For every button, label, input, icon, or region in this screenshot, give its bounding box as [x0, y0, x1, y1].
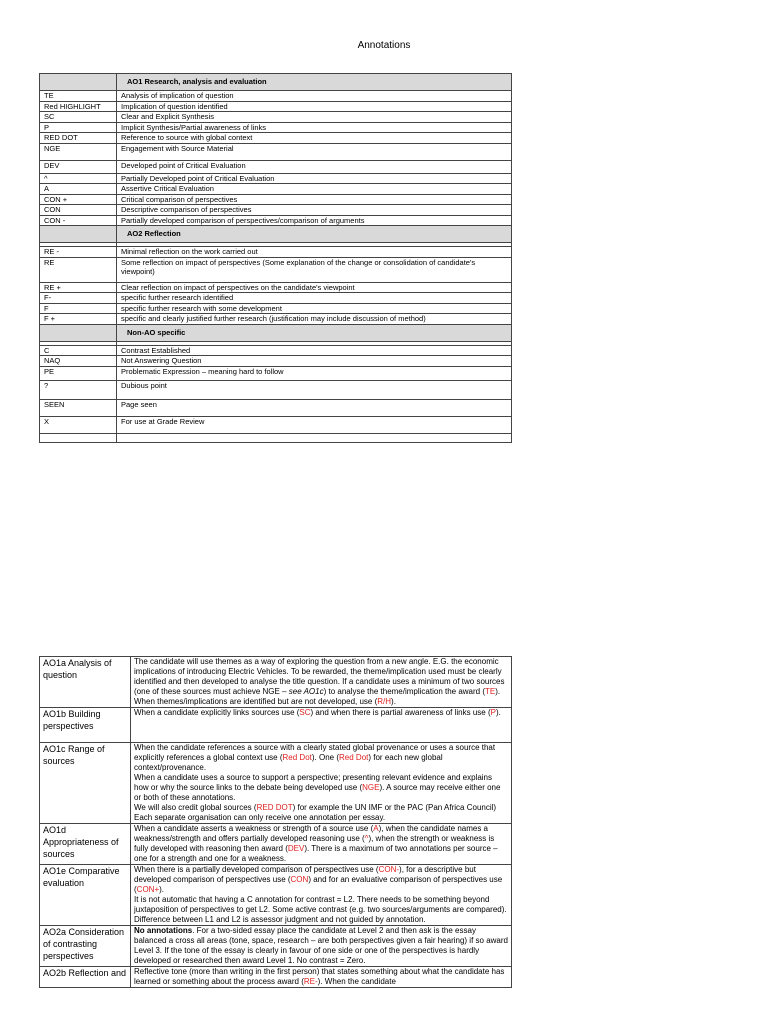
table-row [40, 122, 512, 133]
criterion-label: AO1a Analysis of question [40, 657, 131, 708]
criterion-description: Reflective tone (more than writing in the first person) that states something about what the candidate has learned or something about the process award (RE-). When the candidate [131, 967, 512, 988]
table-row [40, 865, 512, 926]
table-row [40, 743, 512, 824]
section-heading: Non-AO specific [117, 324, 512, 341]
table-row [40, 380, 512, 399]
table-row [40, 247, 512, 258]
table-row [40, 824, 512, 865]
annotation-description: Engagement with Source Material [117, 143, 512, 160]
page-title: Annotations [357, 40, 411, 51]
annotation-description: Assertive Critical Evaluation [117, 184, 512, 195]
table-row [40, 366, 512, 380]
table-row [40, 282, 512, 293]
table-row [40, 184, 512, 195]
annotation-description: Not Answering Question [117, 356, 512, 367]
annotation-description: Analysis of implication of question [117, 91, 512, 102]
table-row [40, 399, 512, 416]
table-row [40, 91, 512, 102]
table-row [40, 345, 512, 356]
annotation-description: Page seen [117, 399, 512, 416]
criterion-label: AO2a Consideration of contrasting perspectives [40, 926, 131, 967]
annotation-description: Partially Developed point of Critical Evaluation [117, 173, 512, 184]
table-row [40, 293, 512, 304]
annotation-description: Implication of question identified [117, 101, 512, 112]
criterion-description: When a candidate asserts a weakness or strength of a source use (A), when the candidate names a weakness/strength and offers partially developed reasoning use (^), when the strength or weakness is fully developed with reasoning then award (DEV). There is a maximum of two annotations per source – one for a strength and one for a weakness. [131, 824, 512, 865]
annotation-code: PE [40, 366, 117, 380]
section-heading-row [40, 226, 512, 243]
criterion-label: AO1d Appropriateness of sources [40, 824, 131, 865]
annotation-description: Dubious point [117, 380, 512, 399]
table-row [40, 257, 512, 282]
annotation-code: X [40, 416, 117, 433]
annotation-code: P [40, 122, 117, 133]
table-row [40, 205, 512, 216]
annotation-code: C [40, 345, 117, 356]
section-heading-row [40, 324, 512, 341]
table-row [40, 356, 512, 367]
criterion-label: AO2b Reflection and [40, 967, 131, 988]
annotation-code: Red HIGHLIGHT [40, 101, 117, 112]
annotation-description: specific further research with some development [117, 303, 512, 314]
annotation-code: CON + [40, 194, 117, 205]
annotation-code: NGE [40, 143, 117, 160]
table-row [40, 143, 512, 160]
annotation-code: RE - [40, 247, 117, 258]
annotation-code: TE [40, 91, 117, 102]
annotation-description: Reference to source with global context [117, 133, 512, 144]
annotation-code: CON - [40, 215, 117, 226]
annotation-code: SC [40, 112, 117, 123]
annotation-code: F [40, 303, 117, 314]
annotation-code: CON [40, 205, 117, 216]
annotation-description: Developed point of Critical Evaluation [117, 160, 512, 173]
criterion-description: No annotations. For a two-sided essay place the candidate at Level 2 and then ask is the essay balanced a cross all areas (tone, space, research – are both perspectives given a fair hearing) if so award Level 3. If the tone of the essay is clearly in favour of one side or one of the perspectives is hardly developed or researched then award Level 1. No contrast = Zero. [131, 926, 512, 967]
table-row [40, 303, 512, 314]
annotation-description: Contrast Established [117, 345, 512, 356]
annotation-description: Descriptive comparison of perspectives [117, 205, 512, 216]
annotation-description: specific and clearly justified further research (justification may include discussion of method) [117, 314, 512, 325]
criterion-label: AO1e Comparative evaluation [40, 865, 131, 926]
table-row [40, 160, 512, 173]
table-row [40, 314, 512, 325]
criterion-description: When there is a partially developed comparison of perspectives use (CON-), for a descriptive but developed comparison of perspectives use (CON) and for an evaluative comparison of perspectives use (CON+). It is not automatic that having a C annotation for contrast = L2. There needs to be something beyond juxtaposition of perspectives to get L2. Some active contrast (e.g. two sources/arguments are compared). Difference between L1 and L2 is assessor judgment and not guided by annotation. [131, 865, 512, 926]
annotation-description: Partially developed comparison of perspectives/comparison of arguments [117, 215, 512, 226]
table-row [40, 926, 512, 967]
table-row [40, 112, 512, 123]
criterion-description: When the candidate references a source with a clearly stated global provenance or uses a source that explicitly references a global context use (Red Dot). One (Red Dot) for each new global context/provenance. When a candidate uses a source to support a perspective; presenting relevant evidence and explains how or why the source links to the debate being developed use (NGE). A source may receive either one or both of these annotations. We will also credit global sources (RED DOT) for example the UN IMF or the PAC (Pan Africa Council) Each separate organisation can only receive one annotation per essay. [131, 743, 512, 824]
annotation-code: A [40, 184, 117, 195]
annotation-code: RED DOT [40, 133, 117, 144]
annotation-code: RE + [40, 282, 117, 293]
annotations-table [39, 73, 512, 443]
section-heading: AO1 Research, analysis and evaluation [117, 74, 512, 91]
annotation-code: F + [40, 314, 117, 325]
annotation-description: Problematic Expression – meaning hard to follow [117, 366, 512, 380]
section-heading: AO2 Reflection [117, 226, 512, 243]
table-row [40, 967, 512, 988]
table-row [40, 101, 512, 112]
table-row [40, 133, 512, 144]
table-row [40, 215, 512, 226]
annotation-description: Clear and Explicit Synthesis [117, 112, 512, 123]
criterion-label: AO1b Building perspectives [40, 708, 131, 743]
annotation-description: Some reflection on impact of perspectives (Some explanation of the change or consolidation of candidate's viewpoint) [117, 257, 512, 282]
criterion-label: AO1c Range of sources [40, 743, 131, 824]
annotation-code: ? [40, 380, 117, 399]
criterion-description: The candidate will use themes as a way of exploring the question from a new angle. E.G. the economic implications of introducing Electric Vehicles. To be rewarded, the theme/implication used must be clearly identified and then developed to analyse the title question. If a candidate uses a minimum of two sources (one of these sources must achieve NGE – see AO1c) to analyse the theme/implication the award (TE). When themes/implications are identified but are not developed, use (R/H). [131, 657, 512, 708]
annotation-code: NAQ [40, 356, 117, 367]
table-row [40, 194, 512, 205]
section-heading-row [40, 74, 512, 91]
annotation-description: Minimal reflection on the work carried out [117, 247, 512, 258]
annotation-code: SEEN [40, 399, 117, 416]
annotation-code: RE [40, 257, 117, 282]
criteria-table [39, 656, 512, 988]
annotation-description: For use at Grade Review [117, 416, 512, 433]
annotation-description: specific further research identified [117, 293, 512, 304]
annotation-description: Clear reflection on impact of perspectives on the candidate's viewpoint [117, 282, 512, 293]
annotation-code: ^ [40, 173, 117, 184]
table-row [40, 708, 512, 743]
annotation-description: Critical comparison of perspectives [117, 194, 512, 205]
table-row [40, 416, 512, 433]
criterion-description: When a candidate explicitly links sources use (SC) and when there is partial awareness of links use (P). [131, 708, 512, 743]
annotation-code: DEV [40, 160, 117, 173]
annotation-description: Implicit Synthesis/Partial awareness of links [117, 122, 512, 133]
annotation-code: F- [40, 293, 117, 304]
table-row [40, 173, 512, 184]
table-row [40, 657, 512, 708]
